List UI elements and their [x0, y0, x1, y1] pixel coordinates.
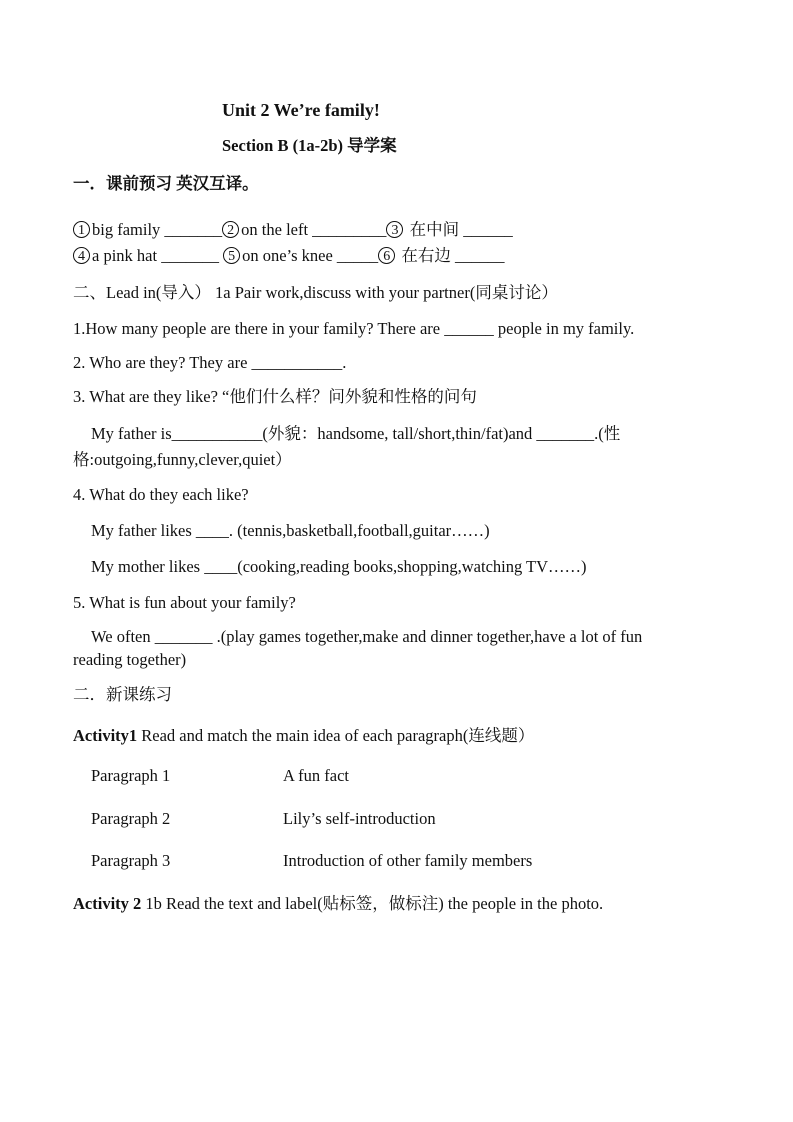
item-text: 在中间 ______: [405, 220, 513, 239]
activity-1-label: Activity1: [73, 726, 138, 745]
circled-number: 5: [223, 247, 240, 264]
question-1: 1.How many people are there in your family? There are ______ people in my family.: [73, 319, 635, 338]
paragraph-label: Paragraph 1: [91, 766, 171, 785]
match-row-2: [91, 808, 170, 830]
translation-row-2: [73, 245, 504, 267]
question-4-answer-2: My mother likes ____(cooking,reading books,shopping,watching TV……): [91, 557, 587, 576]
item-4: [73, 246, 219, 265]
circled-number: 2: [222, 221, 239, 238]
section3-heading: 二．新课练习: [73, 685, 172, 704]
section2-heading: 二、Lead in(导入） 1a Pair work,discuss with your partner(同桌讨论）: [73, 283, 558, 302]
question-4: 4. What do they each like?: [73, 485, 249, 504]
item-1: [73, 220, 222, 239]
question-3-answer-line-2: 格:outgoing,funny,clever,quiet）: [73, 450, 292, 469]
question-3: 3. What are they like? “他们什么样？问外貌和性格的问句: [73, 387, 477, 406]
item-2: [222, 220, 386, 239]
page-subtitle: Section B (1a-2b) 导学案: [222, 136, 397, 155]
activity-2-text: 1b Read the text and label(贴标签，做标注) the people in the photo.: [141, 894, 604, 913]
translation-row-1: [73, 219, 513, 241]
item-text: a pink hat _______: [92, 246, 219, 265]
paragraph-label: Paragraph 3: [91, 851, 171, 870]
item-5: [223, 246, 378, 265]
question-3-answer-line-1: My father is___________(外貌：handsome, tall/short,thin/fat)and _______.(性: [91, 424, 621, 443]
question-5-answer-line-1: We often _______ .(play games together,make and dinner together,have a lot of fun: [91, 627, 643, 646]
circled-number: 1: [73, 221, 90, 238]
item-text: on the left _________: [241, 220, 387, 239]
activity-2-label: Activity 2: [73, 894, 142, 913]
activity-2: [73, 893, 603, 915]
circled-number: 3: [386, 221, 403, 238]
item-3: [386, 220, 512, 239]
circled-number: 4: [73, 247, 90, 264]
question-2: 2. Who are they? They are ___________.: [73, 353, 347, 372]
question-5: 5. What is fun about your family?: [73, 593, 296, 612]
activity-1: [73, 725, 534, 747]
item-text: 在右边 ______: [397, 246, 505, 265]
match-idea-2: Lily’s self-introduction: [283, 809, 436, 828]
activity-1-text: Read and match the main idea of each paragraph(连线题）: [137, 726, 535, 745]
item-text: big family _______: [92, 220, 223, 239]
circled-number: 6: [378, 247, 395, 264]
match-idea-1: A fun fact: [283, 766, 349, 785]
paragraph-label: Paragraph 2: [91, 809, 171, 828]
item-text: on one’s knee _____: [242, 246, 379, 265]
section1-heading: 一．课前预习 英汉互译。: [73, 174, 259, 193]
match-idea-3: Introduction of other family members: [283, 851, 533, 870]
match-row-3: [91, 850, 170, 872]
item-6: [378, 246, 504, 265]
page-title: Unit 2 We’re family!: [222, 100, 380, 120]
question-5-answer-line-2: reading together): [73, 650, 187, 669]
question-4-answer-1: My father likes ____. (tennis,basketball,football,guitar……): [91, 521, 490, 540]
match-row-1: [91, 765, 170, 787]
